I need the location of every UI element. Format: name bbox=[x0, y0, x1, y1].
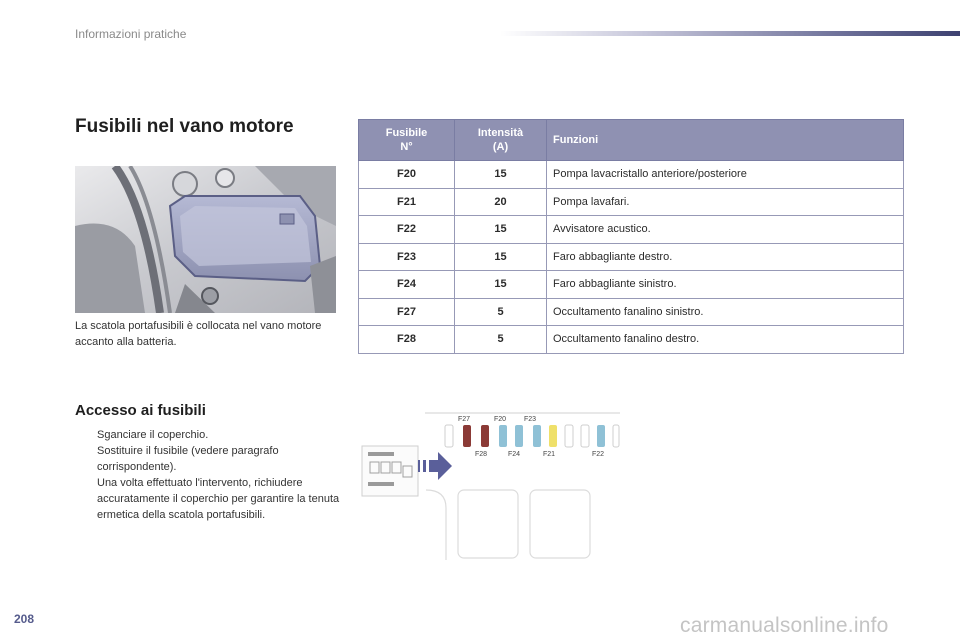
cell-fuse: F28 bbox=[359, 326, 455, 354]
cell-function: Pompa lavacristallo anteriore/posteriore bbox=[547, 161, 904, 189]
col-header-intensity: Intensità (A) bbox=[455, 120, 547, 161]
table-row bbox=[359, 161, 904, 189]
table-header-row bbox=[359, 120, 904, 161]
cell-fuse: F22 bbox=[359, 216, 455, 244]
header-decorative-bar bbox=[500, 31, 960, 36]
page-title: Fusibili nel vano motore bbox=[75, 116, 294, 137]
table-row bbox=[359, 243, 904, 271]
cell-function: Faro abbagliante destro. bbox=[547, 243, 904, 271]
cell-fuse: F24 bbox=[359, 271, 455, 299]
label-f27: F27 bbox=[458, 416, 471, 423]
col-header-functions: Funzioni bbox=[547, 120, 904, 161]
label-f23: F23 bbox=[524, 416, 537, 423]
engine-fusebox-photo bbox=[75, 166, 336, 313]
label-f24: F24 bbox=[508, 451, 521, 458]
table-row bbox=[359, 298, 904, 326]
step-text: Sganciare il coperchio. bbox=[97, 429, 209, 441]
cell-amps: 15 bbox=[455, 243, 547, 271]
label-f20: F20 bbox=[494, 416, 507, 423]
cell-amps: 5 bbox=[455, 298, 547, 326]
fuse-table bbox=[358, 119, 904, 354]
table-row bbox=[359, 326, 904, 354]
cell-amps: 5 bbox=[455, 326, 547, 354]
label-f22: F22 bbox=[592, 451, 605, 458]
cell-fuse: F20 bbox=[359, 161, 455, 189]
cell-amps: 20 bbox=[455, 188, 547, 216]
cell-fuse: F27 bbox=[359, 298, 455, 326]
relay-outline bbox=[458, 490, 518, 558]
relay-outline bbox=[530, 490, 590, 558]
cell-amps: 15 bbox=[455, 161, 547, 189]
cell-amps: 15 bbox=[455, 216, 547, 244]
access-title: Accesso ai fusibili bbox=[75, 402, 206, 419]
label-f28: F28 bbox=[475, 451, 488, 458]
cell-function: Occultamento fanalino destro. bbox=[547, 326, 904, 354]
cell-function: Occultamento fanalino sinistro. bbox=[547, 298, 904, 326]
cell-function: Avvisatore acustico. bbox=[547, 216, 904, 244]
access-steps-list bbox=[75, 427, 340, 523]
cell-function: Pompa lavafari. bbox=[547, 188, 904, 216]
cell-function: Faro abbagliante sinistro. bbox=[547, 271, 904, 299]
section-header: Informazioni pratiche bbox=[75, 27, 187, 41]
label-f21: F21 bbox=[543, 451, 556, 458]
list-item bbox=[75, 475, 340, 523]
fuse-module-icon bbox=[362, 446, 418, 496]
page-number: 208 bbox=[14, 612, 35, 626]
cell-fuse: F21 bbox=[359, 188, 455, 216]
table-row bbox=[359, 188, 904, 216]
relay-outline bbox=[426, 490, 446, 560]
col-header-fuse: Fusibile N° bbox=[359, 120, 455, 161]
step-text: Una volta effettuato l'intervento, richiudere accuratamente il coperchio per garantire la tenuta ermetica della scatola portafusibili. bbox=[97, 477, 340, 521]
photo-caption: La scatola portafusibili è collocata nel vano motore accanto alla batteria. bbox=[75, 320, 322, 348]
fuse-row bbox=[445, 425, 619, 447]
cell-fuse: F23 bbox=[359, 243, 455, 271]
arrow-right-icon bbox=[418, 452, 452, 480]
list-item bbox=[75, 443, 340, 475]
cell-amps: 15 bbox=[455, 271, 547, 299]
watermark: carmanualsonline.info bbox=[680, 614, 889, 637]
step-text: Sostituire il fusibile (vedere paragrafo corrispondente). bbox=[97, 445, 279, 473]
list-item bbox=[75, 427, 340, 443]
table-row bbox=[359, 271, 904, 299]
table-row bbox=[359, 216, 904, 244]
fuse-location-diagram bbox=[360, 410, 620, 560]
